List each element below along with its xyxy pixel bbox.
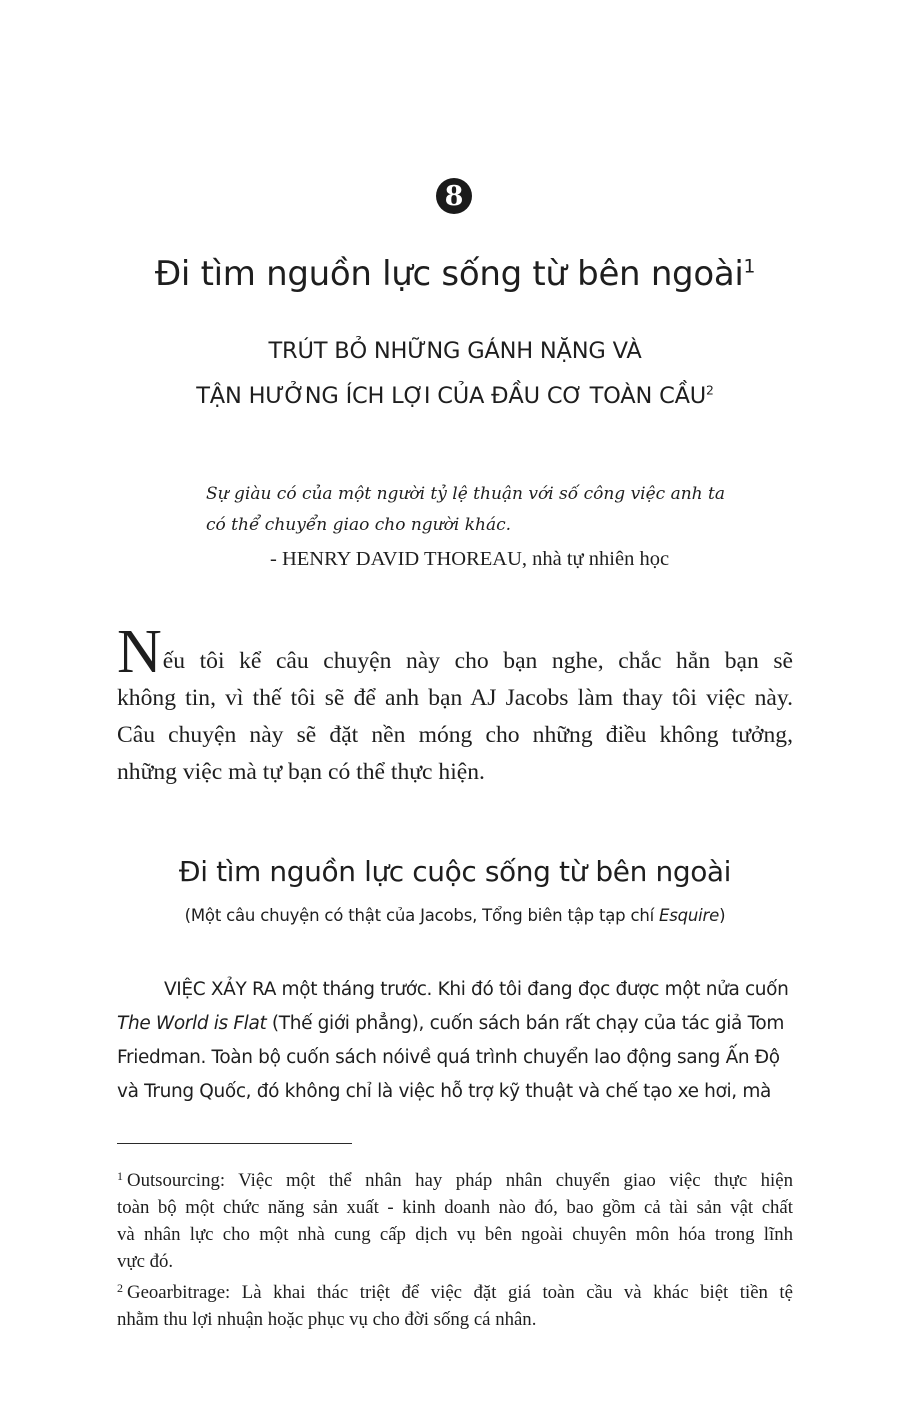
chapter-title-text: Đi tìm nguồn lực sống từ bên ngoài: [154, 254, 744, 294]
chapter-subtitle-line2: [0, 383, 910, 409]
body-line1: VIỆC XẢY RA một tháng trước. Khi đó tôi đang đọc được một nửa cuốn: [164, 979, 789, 1000]
lead-paragraph: [117, 618, 793, 791]
body-line2-text: (Thế giới phẳng), cuốn sách bán rất chạy của tác giả Tom: [266, 1013, 785, 1034]
footnote-1-line1: [117, 1163, 793, 1194]
lead-line3: Câu chuyện này sẽ đặt nền móng cho những điều không tưởng,: [117, 722, 793, 748]
footnote-1-line3: và nhân lực cho một nhà cung cấp dịch vụ bên ngoài chuyên môn hóa trong lĩnh: [117, 1224, 793, 1245]
chapter-subtitle-line2-text: TẬN HƯỞNG ÍCH LỢI CỦA ĐẦU CƠ TOÀN CẦU: [196, 383, 707, 409]
epigraph-line2: có thể chuyển giao cho người khác.: [206, 515, 512, 535]
section-subheading-suffix: ): [719, 906, 726, 925]
footnote-2-line1: [117, 1275, 793, 1306]
footnotes: [117, 1163, 793, 1333]
lead-line1: [117, 618, 793, 686]
section-heading: Đi tìm nguồn lực cuộc sống từ bên ngoài: [178, 855, 732, 888]
chapter-title: [0, 254, 910, 294]
footnote-1-line2: toàn bộ một chức năng sản xuất - kinh doanh nào đó, bao gồm cả tài sản vật chất: [117, 1197, 793, 1218]
footnote-1-line4: vực đó.: [117, 1251, 174, 1272]
lead-line2: không tin, vì thế tôi sẽ để anh bạn AJ Jacobs làm thay tôi việc này.: [117, 685, 793, 711]
body-line3: Friedman. Toàn bộ cuốn sách nóivề quá trình chuyển lao động sang Ấn Độ: [117, 1047, 780, 1068]
body-paragraph: [117, 973, 793, 1109]
lead-line4: những việc mà tự bạn có thể thực hiện.: [117, 759, 485, 785]
section-subheading-italic: Esquire: [659, 906, 720, 925]
epigraph-quote: [206, 479, 766, 541]
footnote-divider: [117, 1143, 352, 1144]
section-subheading-prefix: (Một câu chuyện có thật của Jacobs, Tổng biên tập tạp chí: [184, 906, 660, 925]
book-title: The World is Flat: [117, 1013, 267, 1034]
footnote-1-line1-text: Outsourcing: Việc một thể nhân hay pháp nhân chuyển giao việc thực hiện: [127, 1170, 793, 1191]
body-line4: và Trung Quốc, đó không chỉ là việc hỗ trợ kỹ thuật và chế tạo xe hơi, mà: [117, 1081, 772, 1102]
footnote-1-mark: 1: [117, 1169, 123, 1183]
body-line2: [117, 1007, 793, 1041]
section-subheading: [0, 906, 910, 925]
chapter-subtitle-line1: TRÚT BỎ NHỮNG GÁNH NẶNG VÀ: [268, 338, 642, 364]
footnote-2-line2: nhằm thu lợi nhuận hoặc phục vụ cho đời sống cá nhân.: [117, 1309, 537, 1330]
footnote-2-mark: 2: [117, 1281, 123, 1295]
epigraph-line1: Sự giàu có của một người tỷ lệ thuận với số công việc anh ta: [206, 484, 726, 504]
footnote-2-line1-text: Geoarbitrage: Là khai thác triệt để việc đặt giá toàn cầu và khác biệt tiền tệ: [127, 1282, 793, 1303]
chapter-title-footnote-ref: 1: [743, 256, 756, 278]
epigraph-author: - HENRY DAVID THOREAU, nhà tự nhiên học: [270, 548, 670, 570]
chapter-number-badge: 8: [436, 178, 472, 214]
drop-cap: N: [117, 618, 162, 686]
chapter-subtitle-footnote-ref: 2: [706, 383, 714, 398]
lead-line1-text: ếu tôi kể câu chuyện này cho bạn nghe, chắc hẳn bạn sẽ: [162, 648, 793, 674]
